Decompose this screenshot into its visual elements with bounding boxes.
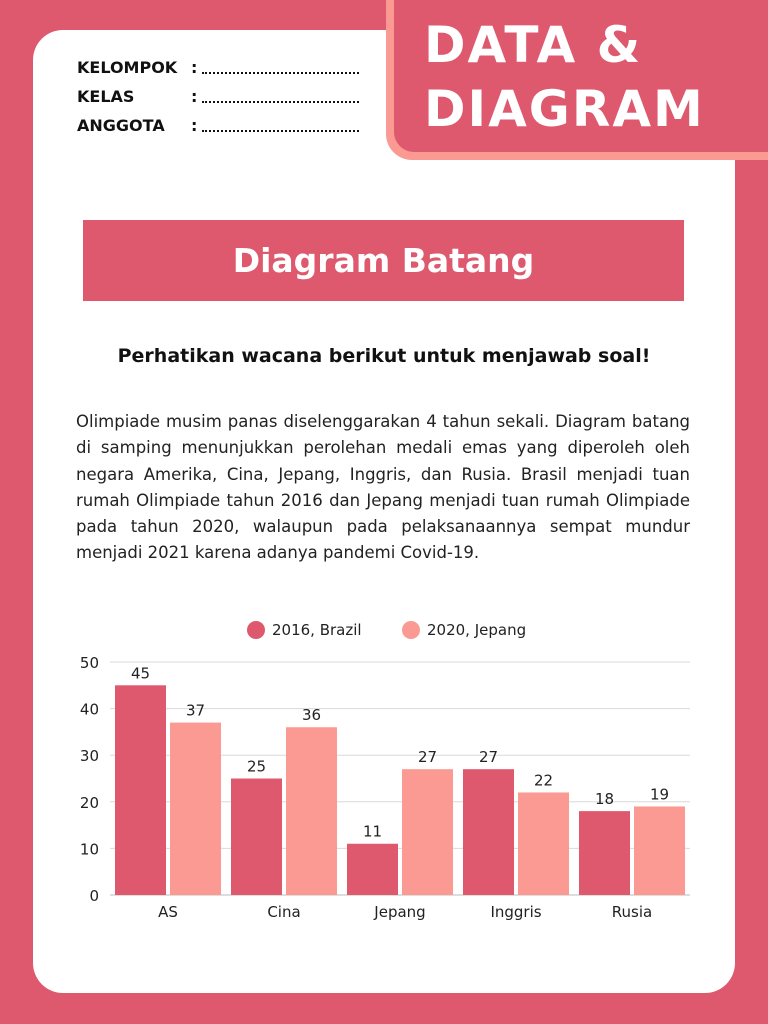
instruction-text: Perhatikan wacana berikut untuk menjawab soal! <box>117 345 651 367</box>
data-label: 22 <box>533 771 554 790</box>
data-label: 25 <box>246 757 267 776</box>
form-label-kelas: KELAS <box>77 87 135 106</box>
bar <box>347 844 398 895</box>
bar <box>170 723 221 895</box>
bar <box>286 727 337 895</box>
x-tick-label: AS <box>158 903 178 921</box>
data-label: 19 <box>649 785 670 804</box>
anggota-blank-line[interactable] <box>202 130 359 132</box>
data-label: 27 <box>417 748 438 767</box>
data-label: 37 <box>185 701 206 720</box>
legend-swatch <box>247 621 265 639</box>
form-row-kelompok <box>77 58 198 77</box>
reading-passage: Olimpiade musim panas diselenggarakan 4 tahun sekali. Diagram batang di samping menunjukkan perolehan medali emas yang diperoleh oleh negara Amerika, Cina, Jepang, Inggris, dan Rusia. Brasil menjadi tuan rumah Olimpiade tahun 2016 dan Jepang menjadi tuan rumah Olimpiade pada tahun 2020, walaupun pada pelaksanaannya sempat mundur menjadi 2021 karena adanya pandemi Covid-19. <box>76 412 690 563</box>
bar <box>579 811 630 895</box>
section-banner: Diagram Batang <box>83 220 684 301</box>
form-colon: : <box>191 87 198 106</box>
y-tick-label: 50 <box>79 654 99 672</box>
y-tick-label: 20 <box>79 793 99 812</box>
legend-label: 2020, Jepang <box>427 621 527 639</box>
form-label-anggota: ANGGOTA <box>77 116 165 135</box>
y-tick-label: 30 <box>79 747 99 766</box>
form-row-anggota <box>77 116 198 135</box>
title-line-1: DATA & <box>424 16 643 74</box>
legend-label: 2016, Brazil <box>272 621 362 639</box>
x-tick-label: Rusia <box>611 903 653 921</box>
kelompok-blank-line[interactable] <box>202 72 359 74</box>
title-line-2: DIAGRAM <box>424 80 705 138</box>
data-label: 11 <box>362 822 383 841</box>
bar <box>115 685 166 895</box>
bar-chart-svg <box>0 605 768 935</box>
y-tick-label: 0 <box>89 887 99 905</box>
bar <box>231 779 282 896</box>
x-tick-label: Cina <box>267 903 301 921</box>
bar <box>518 792 569 895</box>
form-row-kelas <box>77 87 198 106</box>
x-tick-label: Inggris <box>490 903 542 921</box>
data-label: 36 <box>301 706 322 725</box>
title-badge <box>386 0 768 160</box>
form-colon: : <box>191 58 198 77</box>
bar <box>402 769 453 895</box>
form-colon: : <box>191 116 198 135</box>
y-tick-label: 40 <box>79 700 99 719</box>
bar <box>634 806 685 895</box>
bar <box>463 769 514 895</box>
form-label-kelompok: KELOMPOK <box>77 58 178 77</box>
legend-swatch <box>402 621 420 639</box>
bar-chart <box>0 605 768 935</box>
data-label: 18 <box>594 790 615 809</box>
kelas-blank-line[interactable] <box>202 101 359 103</box>
x-tick-label: Jepang <box>374 903 426 921</box>
data-label: 27 <box>478 748 499 767</box>
title-badge-inner <box>394 0 768 152</box>
y-tick-label: 10 <box>79 840 99 859</box>
data-label: 45 <box>130 664 151 683</box>
